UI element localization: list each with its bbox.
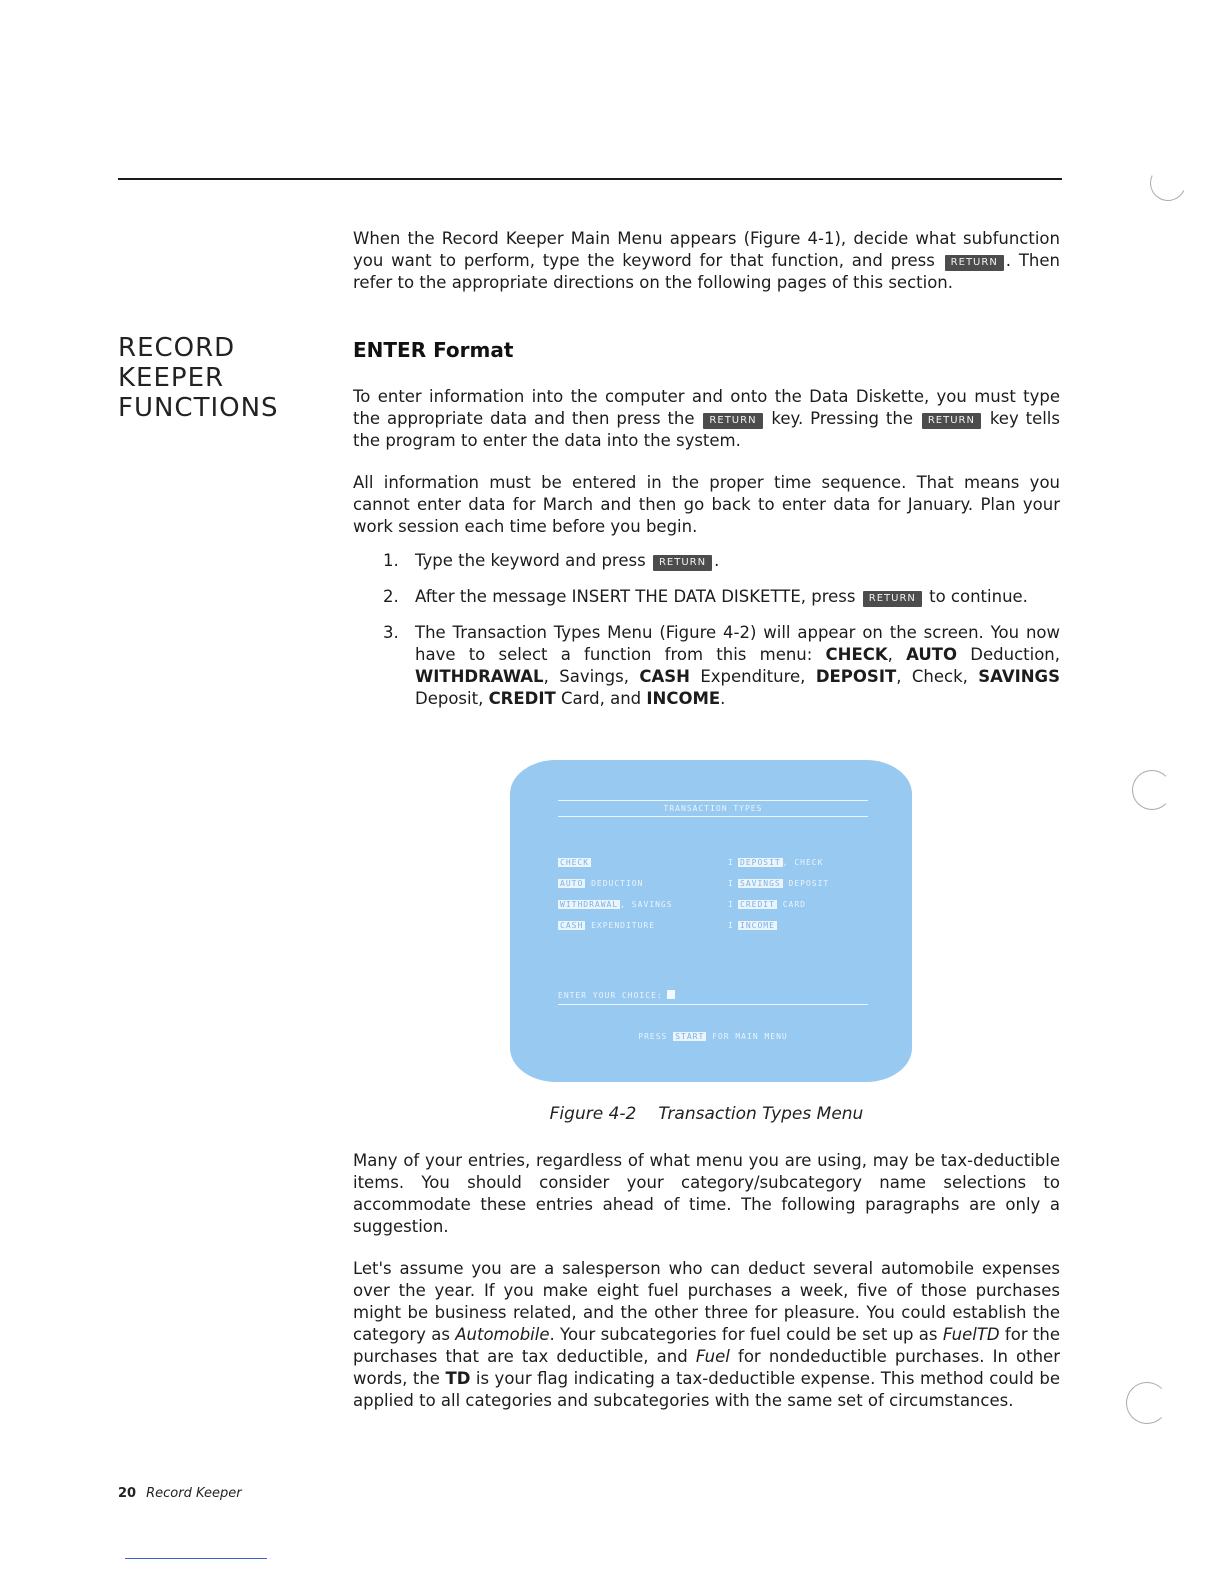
screen-keyword: START [675, 1032, 705, 1041]
screen-separator: I [728, 858, 734, 867]
step-text-part: Card, and [555, 689, 647, 708]
figure-label: Figure 4-2 [549, 1104, 637, 1124]
transaction-types-screen-figure [510, 760, 912, 1082]
para-text: is your flag indicating a tax-deductible expense. This method could be applied to all categories and subcategories with the same set of circumstances. [353, 1369, 1061, 1410]
screen-keyword: CHECK [560, 858, 590, 867]
step-text-part: Expenditure, [689, 667, 816, 686]
binding-hole-mark [1145, 160, 1191, 206]
step-text-part: The Transaction Types Menu (Figure 4-2) will appear on the screen. You now have to select a function from this menu: [415, 623, 1060, 664]
return-key-icon: RETURN [703, 413, 762, 429]
step-text-part: , Savings, [543, 667, 640, 686]
step-number: 1. [383, 551, 399, 570]
cursor-icon [667, 990, 675, 999]
menu-keyword: SAVINGS [978, 667, 1060, 686]
paragraph-tax-deductible: Many of your entries, regardless of what menu you are using, may be tax-deductible items. You should consider your category/subcategory name selections to accommodate these entries ahead of time. The following paragraphs are only a suggestion. [353, 1151, 1060, 1236]
step-text-part: to continue. [923, 587, 1028, 606]
intro-text-end: . Then refer to the appropriate directions on the following pages of this section. [353, 251, 1060, 292]
screen-title: TRANSACTION TYPES [558, 800, 868, 817]
page-number: 20 [118, 1486, 137, 1501]
para-italic: Fuel [695, 1347, 730, 1366]
screen-separator: I [728, 921, 734, 930]
screen-keyword: AUTO [560, 879, 584, 888]
side-heading [118, 333, 318, 423]
para-italic: Automobile [455, 1325, 550, 1344]
return-key-icon: RETURN [922, 413, 981, 429]
screen-menu-row [558, 873, 868, 894]
screen-keyword: CREDIT [740, 900, 775, 909]
screen-menu-grid [558, 852, 868, 936]
screen-keyword: WITHDRAWAL [560, 900, 619, 909]
list-item [383, 586, 1060, 608]
paragraph-time-sequence: All information must be entered in the proper time sequence. That means you cannot enter data for March and then go back to enter data for January. Plan your work session each time before you begin. [353, 473, 1060, 536]
intro-paragraph [353, 228, 1060, 294]
running-title: Record Keeper [146, 1486, 242, 1501]
figure-caption [353, 1104, 1060, 1124]
header-rule [118, 178, 1062, 180]
para-text: To enter information into the computer and onto the Data Diskette, you must type the appropriate data and then press the [353, 387, 1060, 428]
step-number: 3. [383, 623, 399, 642]
paragraph-enter-info [353, 386, 1060, 452]
return-key-icon: RETURN [863, 591, 922, 607]
menu-keyword: DEPOSIT [815, 667, 897, 686]
step-text-part: . [720, 689, 726, 708]
screen-keyword: SAVINGS [740, 879, 781, 888]
binding-hole-mark [1132, 770, 1172, 810]
list-item [383, 550, 1060, 572]
list-item [383, 622, 1060, 710]
screen-footer-text: FOR MAIN MENU [706, 1032, 788, 1041]
step-text [415, 550, 1060, 572]
step-text-part: Deduction, [957, 645, 1060, 664]
para-text: key. Pressing the [764, 409, 920, 428]
step-text-part: , [887, 645, 907, 664]
step-number: 2. [383, 587, 399, 606]
step-text-part: Deposit, [415, 689, 489, 708]
menu-keyword: WITHDRAWAL [415, 667, 544, 686]
step-text-part: , Check, [896, 667, 979, 686]
screen-keyword: DEPOSIT [740, 858, 781, 867]
page-footer [118, 1486, 242, 1501]
return-key-icon: RETURN [945, 255, 1004, 271]
screen-prompt-text: ENTER YOUR CHOICE: [558, 991, 663, 1000]
screen-label: , SAVINGS [620, 900, 673, 909]
figure-title: Transaction Types Menu [658, 1104, 864, 1124]
side-heading-line: KEEPER [118, 363, 225, 393]
step-text-part: . [714, 551, 720, 570]
screen-footer-text: PRESS [638, 1032, 674, 1041]
binding-hole-mark [1126, 1382, 1168, 1424]
screen-menu-row [558, 915, 868, 936]
bottom-rule [125, 1558, 267, 1559]
para-text: . Your subcategories for fuel could be set up as [549, 1325, 943, 1344]
screen-label: CARD [776, 900, 806, 909]
screen-prompt [558, 990, 868, 1005]
step-text [415, 586, 1060, 608]
screen-separator: I [728, 879, 734, 888]
screen-keyword: INCOME [740, 921, 775, 930]
screen-footer [558, 1032, 868, 1041]
paragraph-salesperson-example [353, 1258, 1060, 1412]
menu-keyword: CHECK [825, 645, 888, 664]
para-text: for nondeductible purchases. In other words, the [353, 1347, 1060, 1388]
para-text: for the purchases that are tax deductible, and [353, 1325, 1060, 1366]
step-text [415, 622, 1060, 710]
side-heading-line: RECORD [118, 333, 236, 363]
step-text-part: Type the keyword and press [415, 551, 651, 570]
screen-label: DEDUCTION [585, 879, 644, 888]
para-italic: FuelTD [942, 1325, 1000, 1344]
screen-label: EXPENDITURE [585, 921, 656, 930]
para-text: Let's assume you are a salesperson who can deduct several automobile expenses over the year. If you make eight fuel purchases a week, five of those purchases might be business related, and the other three for pleasure. You could establish the category as [353, 1259, 1060, 1344]
menu-keyword: CREDIT [488, 689, 556, 708]
steps-list [383, 550, 1060, 724]
screen-label: , CHECK [782, 858, 824, 867]
side-heading-line: FUNCTIONS [118, 393, 279, 423]
screen-menu-row [558, 894, 868, 915]
section-heading: ENTER Format [353, 338, 514, 362]
menu-keyword: AUTO [906, 645, 958, 664]
screen-separator: I [728, 900, 734, 909]
menu-keyword: CASH [639, 667, 690, 686]
screen-keyword: CASH [560, 921, 584, 930]
menu-keyword: INCOME [646, 689, 721, 708]
intro-text: When the Record Keeper Main Menu appears (Figure 4-1), decide what subfunction you want to perform, type the keyword for that function, and press [353, 229, 1060, 270]
return-key-icon: RETURN [653, 555, 712, 571]
para-text: key tells the program to enter the data into the system. [353, 409, 1060, 450]
screen-label: DEPOSIT [782, 879, 830, 888]
screen-menu-row [558, 852, 868, 873]
para-bold: TD [445, 1369, 471, 1388]
step-text-part: After the message INSERT THE DATA DISKETTE, press [415, 587, 861, 606]
